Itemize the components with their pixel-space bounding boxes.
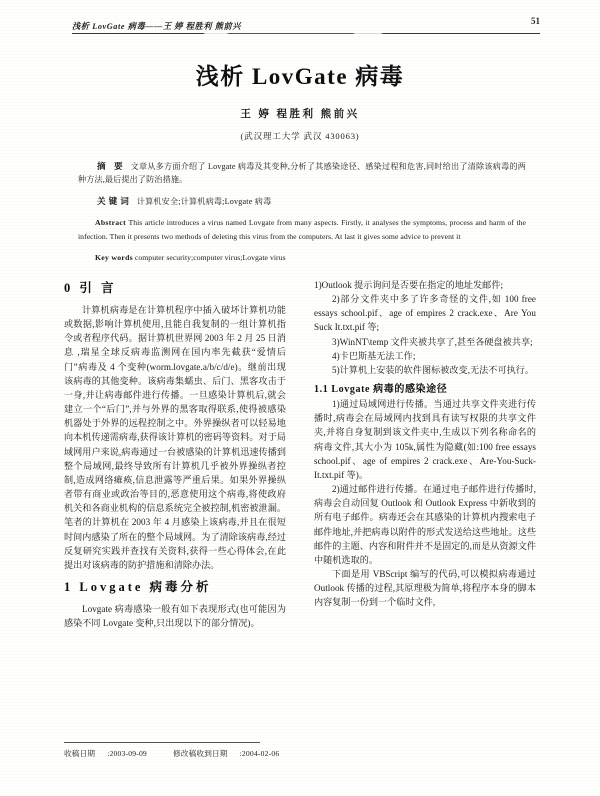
- section-heading-1: 1 Lovgate 病毒分析: [64, 579, 212, 594]
- abstract-label: 摘 要: [97, 161, 126, 172]
- abstract-paragraph: [78, 160, 526, 186]
- abstract-block: [78, 152, 526, 272]
- section-heading-intro: 0 引 言: [64, 281, 117, 295]
- received-date-group: 收稿日期 :2003-09-09: [64, 749, 147, 758]
- english-abstract-paragraph: [78, 216, 526, 243]
- symptom-item-3: 3)WinNT\temp 文件夹被共享了,甚至各硬盘被共享;: [332, 336, 533, 347]
- running-head-text: 浅析 LovGate 病毒——王 婷 程胜利 熊前兴: [72, 21, 242, 32]
- received-date: 2003-09-09: [109, 749, 147, 758]
- footer-dates: [64, 748, 364, 759]
- revised-date: 2004-02-06: [241, 749, 280, 758]
- english-abstract-label: Abstract: [95, 218, 127, 228]
- keywords-text: 计算机安全;计算机病毒;Lovgate 病毒: [136, 196, 272, 206]
- abstract-text: 文章从多方面介绍了 Lovgate 病毒及其变种,分析了其感染途径、感染过程和危害,同时给出了清除该病毒的两种方法,最后提出了防治措施。: [78, 162, 526, 185]
- running-head-rule: [72, 33, 540, 34]
- running-head: [72, 16, 540, 34]
- english-keywords-paragraph: [78, 251, 526, 264]
- infection-route-paragraph-1: 1)通过局域网进行传播。当通过共享文件夹进行传播时,病毒会在局域网内找到具有读写权限的共享文件夹,并将自身复制到该文件夹中,生成以下列名称命名的病毒文件,其大小为 105k,属性为隐藏(如:100 free essays school.pif、age of empires 2 crack.exe、Are-You-Suck-It.txt.pif 等)。: [314, 399, 536, 480]
- body-columns: [64, 278, 536, 728]
- english-keywords-label: Key words: [95, 252, 133, 262]
- page-number: 51: [531, 16, 540, 26]
- infection-route-paragraph-2: 2)通过邮件进行传播。在通过电子邮件进行传播时,病毒会自动回复 Outlook 和 Outlook Express 中新收到的所有电子邮件。病毒还会在其感染的计算机内搜索电子邮件地址,并把病毒以附件的形式发送给这些地址。这些邮件的主题、内容和附件并不是固定的,而是从资源文件中随机选取的。: [314, 484, 536, 565]
- page-title: 浅析 LovGate 病毒: [195, 64, 405, 89]
- left-column: [64, 278, 286, 728]
- section-1-paragraph: Lovgate 病毒感染一般有如下表现形式(也可能因为感染不同 Lovgate 变种,只出现以下的部分情况)。: [64, 603, 286, 629]
- symptom-item-5: 5)计算机上安装的软件图标被改变,无法不可执行。: [332, 364, 535, 375]
- english-abstract-text: This article introduces a virus named Lovgate from many aspects. Firstly, it analyses the symptoms, process and harm of the infection. Then it presents two methods of deleting this virus from the computers. At last it gives some advice to prevent it: [78, 218, 526, 241]
- author-list: 王 婷 程胜利 熊前兴: [240, 109, 360, 120]
- intro-paragraph: 计算机病毒是在计算机程序中插入破坏计算机功能或数据,影响计算机使用,且能自我复制的一组计算机指令或者程序代码。据计算机世界网 2003 年 2 月 25 日消息 ,瑞星全球反病毒监测网在国内率先截获“爱情后门”病毒及 4 个变种(worm.lovgate.a/b/c/d/e)。继前出现该病毒的其他变种。该病毒集蠕虫、后门、黑客攻击于一身,并让病毒邮件进行传播。一旦感染计算机后,就会建立一个“后门”,并与外界的黑客取得联系,使得被感染机器处于外界的远程控制之中。外界操纵者可以轻易地向本机传递需病毒,获得该计算机的密码等资料。对于局域网用户来说,病毒通过一台被感染的计算机迅速传播到整个局域网,最终导致所有计算机几乎被外界操纵者控制,造成网络瘫痪,信息泄露等严重后果。如果外界操纵者带有商业或政治等目的,恶意使用这个病毒,将使政府机关和各商业机构的信息系统完全被控制,机密被泄漏。笔者的计算机在 2003 年 4 月感染上该病毒,并且在很短时间内感染了所在的整个局域网。为了清除该病毒,经过反复研究实践并查找有关资料,获得一些心得体会,在此提出对该病毒的防护措施和清除办法。: [64, 305, 286, 570]
- revised-label: 修改稿收到日期: [173, 749, 228, 758]
- keywords-paragraph: [78, 195, 526, 208]
- section-heading-1-1: 1.1 Lovgate 病毒的感染途径: [314, 384, 448, 396]
- affiliation: (武汉理工大学 武汉 430063): [240, 131, 360, 141]
- revised-date-group: 修改稿收到日期 :2004-02-06: [173, 749, 280, 758]
- infection-route-paragraph-3: 下面是用 VBScript 编写的代码,可以模拟病毒通过 Outlook 传播的过程,其原理极为简单,将程序本身的脚本内容复制一份到一个临时文件,: [314, 568, 536, 608]
- right-column: [314, 278, 536, 728]
- symptom-item-2: 2)部分文件夹中多了许多奇怪的文件,如 100 free essays school.pif、age of empires 2 crack.exe、Are You Suck It.txt.pif 等;: [314, 294, 536, 333]
- keywords-label: 关键词: [97, 195, 132, 206]
- received-label: 收稿日期: [64, 749, 96, 758]
- symptom-item-4: 4)卡巴斯基无法工作;: [332, 350, 416, 361]
- footer-rule: [64, 742, 260, 743]
- symptom-item-1: 1)Outlook 提示询问是否要在指定的地址发邮件;: [314, 280, 504, 290]
- english-keywords-text: computer security;computer virus;Lovgate virus: [134, 252, 286, 262]
